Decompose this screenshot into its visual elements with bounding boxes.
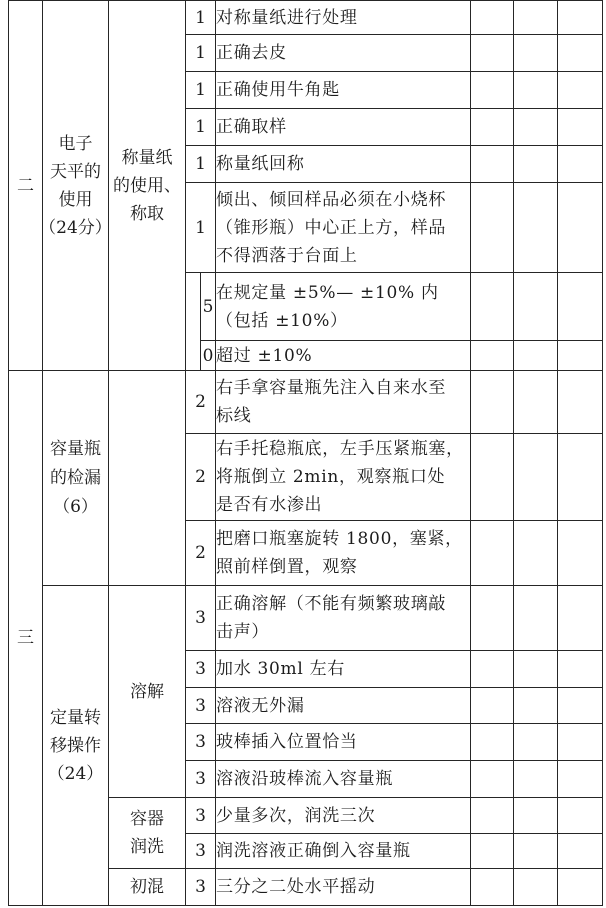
empty-cell <box>558 35 603 72</box>
empty-cell <box>514 371 558 434</box>
empty-cell <box>514 521 558 586</box>
empty-cell <box>471 434 514 521</box>
empty-cell <box>471 586 514 651</box>
empty-cell <box>514 1 558 35</box>
empty-cell <box>471 35 514 72</box>
empty-cell <box>514 341 558 371</box>
empty-cell <box>514 273 558 341</box>
score-cell <box>186 651 216 688</box>
subitem-label-line: 的使用、 <box>113 175 181 196</box>
score-cell <box>186 109 216 146</box>
criterion-text: 超过 ±10% <box>216 345 313 366</box>
criterion-cell <box>216 586 471 651</box>
score-cell <box>186 521 216 586</box>
subitem-label-line: 润洗 <box>130 837 164 857</box>
score-cell <box>186 688 216 724</box>
item-label-line: 天平的 <box>50 161 101 182</box>
score-cell <box>186 724 216 761</box>
score-value: 3 <box>195 695 206 716</box>
subitem-label-line: 称取 <box>130 203 164 224</box>
criterion-text: 把磨口瓶塞旋转 1800，塞紧， <box>216 529 463 549</box>
criterion-text: 标线 <box>216 406 252 426</box>
criterion-text: 右手托稳瓶底，左手压紧瓶塞， <box>216 439 464 459</box>
subitem-label-line: 称量纸 <box>121 147 173 168</box>
criterion-text: 润洗溶液正确倒入容量瓶 <box>216 841 411 861</box>
criterion-text: （包括 ±10%） <box>216 310 348 331</box>
item-label-line: 电子 <box>58 133 93 154</box>
score-cell <box>186 434 216 521</box>
subitem-label-line: 容器 <box>130 809 164 829</box>
score-cell <box>186 1 216 35</box>
empty-cell <box>471 371 514 434</box>
empty-cell <box>471 761 514 798</box>
criterion-text: 玻棒插入位置恰当 <box>216 732 358 752</box>
criterion-cell <box>216 834 471 869</box>
empty-cell <box>558 273 603 341</box>
score-cell <box>201 341 216 371</box>
empty-cell <box>558 72 603 109</box>
criterion-cell <box>216 651 471 688</box>
empty-cell <box>558 371 603 434</box>
criterion-text: 不得洒落于台面上 <box>216 245 358 266</box>
score-value: 1 <box>195 117 206 137</box>
score-cell <box>186 35 216 72</box>
empty-cell <box>471 146 514 183</box>
item-label-line: （24分） <box>39 217 112 238</box>
empty-cell <box>514 761 558 798</box>
empty-cell <box>514 146 558 183</box>
criterion-text: 正确溶解（不能有频繁玻璃敲 <box>216 594 447 614</box>
empty-cell <box>471 869 514 906</box>
criterion-text: 称量纸回称 <box>216 154 305 174</box>
empty-cell <box>471 724 514 761</box>
criterion-cell <box>216 761 471 798</box>
item-label-line: 的检漏 <box>50 467 101 488</box>
table-row <box>9 1 603 35</box>
criterion-cell <box>216 183 471 273</box>
empty-cell <box>471 798 514 834</box>
score-cell <box>186 371 216 434</box>
score-value: 3 <box>195 841 206 861</box>
score-cell <box>186 869 216 906</box>
empty-cell <box>558 521 603 586</box>
empty-cell <box>514 35 558 72</box>
item-label-line: （6） <box>53 496 98 517</box>
empty-cell <box>514 651 558 688</box>
assessment-table <box>8 0 603 906</box>
score-cell <box>186 586 216 651</box>
criterion-cell <box>216 724 471 761</box>
score-value: 1 <box>195 80 206 100</box>
subitem-label-line: 初混 <box>130 877 164 897</box>
criterion-cell <box>216 371 471 434</box>
criterion-text: 少量多次，润洗三次 <box>216 805 376 826</box>
empty-cell <box>514 72 558 109</box>
item-label-line: （24） <box>47 763 104 784</box>
empty-cell <box>558 183 603 273</box>
empty-cell <box>558 834 603 869</box>
score-value: 2 <box>195 543 206 563</box>
empty-cell <box>558 651 603 688</box>
score-value: 3 <box>195 805 206 826</box>
subitem-cell-empty <box>109 371 186 586</box>
table-row <box>9 869 603 906</box>
criterion-cell <box>216 1 471 35</box>
score-value: 1 <box>195 217 206 238</box>
empty-cell <box>471 341 514 371</box>
score-value: 5 <box>202 296 214 317</box>
empty-cell <box>471 109 514 146</box>
empty-cell <box>471 521 514 586</box>
empty-cell <box>471 688 514 724</box>
criterion-cell <box>216 688 471 724</box>
subitem-cell <box>109 869 186 906</box>
criterion-cell <box>216 273 471 341</box>
item-label-line: 容量瓶 <box>50 438 101 459</box>
score-value: 1 <box>195 154 206 174</box>
criterion-cell <box>216 521 471 586</box>
empty-cell <box>514 109 558 146</box>
empty-cell <box>558 688 603 724</box>
empty-cell <box>558 434 603 521</box>
criterion-text: 加水 30ml 左右 <box>216 659 346 679</box>
criterion-text: 击声） <box>216 622 270 642</box>
score-value: 2 <box>195 392 206 412</box>
criterion-text: 照前样倒置，观察 <box>216 557 358 577</box>
empty-cell <box>558 109 603 146</box>
empty-cell <box>514 688 558 724</box>
score-cell <box>186 761 216 798</box>
empty-cell <box>514 183 558 273</box>
item-label-line: 移操作 <box>50 735 101 756</box>
criterion-cell <box>216 434 471 521</box>
criterion-cell <box>216 341 471 371</box>
score-cell <box>201 273 216 341</box>
subitem-cell <box>109 586 186 798</box>
subitem-cell <box>109 798 186 869</box>
criterion-text: 溶液无外漏 <box>216 695 305 716</box>
score-cell <box>186 146 216 183</box>
score-value: 3 <box>195 769 206 789</box>
criterion-text: 溶液沿玻棒流入容量瓶 <box>216 769 394 789</box>
empty-cell <box>471 273 514 341</box>
score-value: 3 <box>195 659 206 679</box>
score-value: 2 <box>195 467 206 487</box>
score-cell <box>186 72 216 109</box>
table-row <box>9 371 603 434</box>
criterion-cell <box>216 35 471 72</box>
criterion-text: 正确取样 <box>216 117 287 137</box>
empty-cell <box>514 434 558 521</box>
section-number: 二 <box>17 175 34 196</box>
subitem-cell <box>109 1 186 371</box>
item-cell <box>43 371 109 586</box>
empty-cell <box>558 341 603 371</box>
score-cell <box>186 834 216 869</box>
criterion-text: 三分之二处水平摇动 <box>216 877 376 897</box>
item-label-line: 定量转 <box>50 707 101 728</box>
criterion-text: 在规定量 ±5%— ±10% 内 <box>216 282 439 303</box>
criterion-text: 倾出、倾回样品必须在小烧杯 <box>216 189 447 210</box>
empty-cell <box>514 586 558 651</box>
empty-cell <box>558 1 603 35</box>
score-value: 3 <box>195 877 206 897</box>
empty-cell <box>514 869 558 906</box>
score-value: 0 <box>202 345 214 366</box>
empty-cell <box>471 1 514 35</box>
empty-cell <box>471 651 514 688</box>
empty-cell <box>514 798 558 834</box>
empty-cell <box>558 586 603 651</box>
section-number: 三 <box>17 628 34 648</box>
criterion-text: 正确使用牛角匙 <box>216 80 340 100</box>
empty-cell <box>558 798 603 834</box>
empty-cell <box>558 761 603 798</box>
criterion-cell <box>216 798 471 834</box>
empty-cell <box>471 183 514 273</box>
empty-cell <box>558 869 603 906</box>
empty-cell <box>558 146 603 183</box>
empty-cell <box>471 834 514 869</box>
criterion-text: 是否有水渗出 <box>216 495 323 515</box>
empty-cell <box>558 724 603 761</box>
item-label-line: 使用 <box>58 189 93 210</box>
table-row <box>9 586 603 651</box>
score-value: 1 <box>195 43 206 63</box>
criterion-cell <box>216 146 471 183</box>
score-value: 3 <box>195 608 206 628</box>
criterion-cell <box>216 869 471 906</box>
criterion-cell <box>216 72 471 109</box>
criterion-text: （锥形瓶）中心正上方，样品 <box>216 217 447 238</box>
criterion-cell <box>216 109 471 146</box>
criterion-text: 对称量纸进行处理 <box>216 7 358 28</box>
score-subcell-empty <box>186 273 201 371</box>
criterion-text: 正确去皮 <box>216 43 287 63</box>
empty-cell <box>471 72 514 109</box>
criterion-text: 右手拿容量瓶先注入自来水至 <box>216 378 447 398</box>
subitem-label-line: 溶解 <box>130 681 164 702</box>
score-cell <box>186 183 216 273</box>
score-cell <box>186 798 216 834</box>
criterion-text: 将瓶倒立 2min，观察瓶口处 <box>216 467 446 487</box>
score-value: 3 <box>195 732 206 752</box>
empty-cell <box>514 834 558 869</box>
empty-cell <box>514 724 558 761</box>
score-value: 1 <box>195 7 206 28</box>
